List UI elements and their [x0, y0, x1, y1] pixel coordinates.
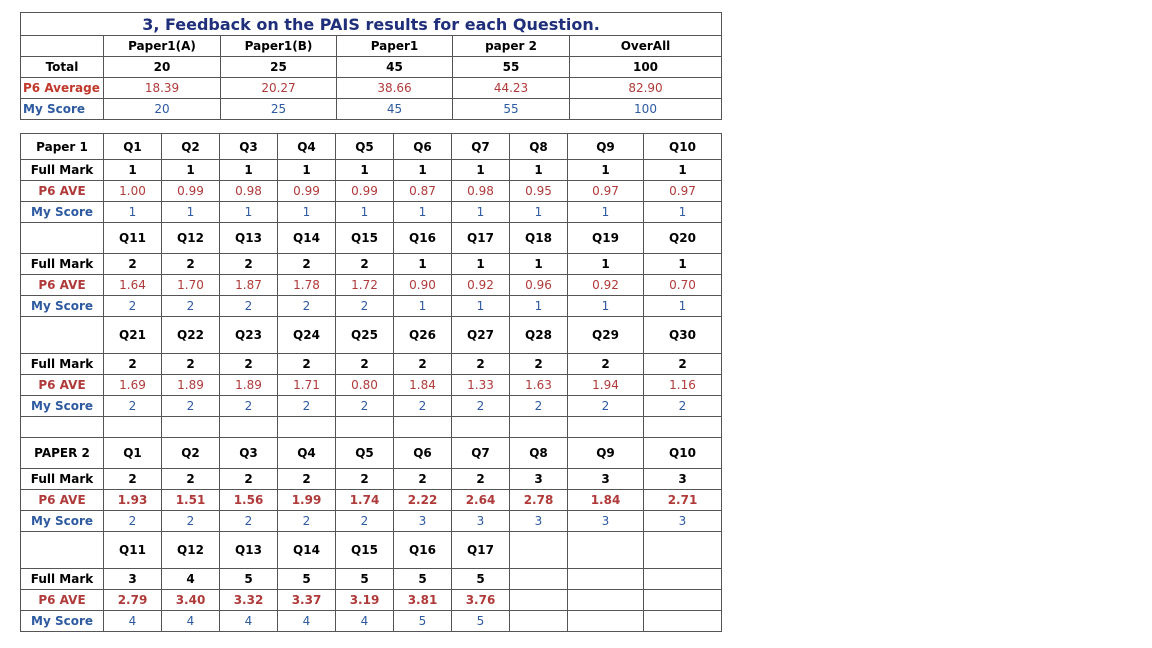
my-score-value: 1: [220, 202, 278, 223]
my-score-value: 1: [104, 202, 162, 223]
p6-ave-value: [568, 590, 644, 611]
p6-ave-value: 1.94: [568, 375, 644, 396]
full-mark-value: 2: [104, 354, 162, 375]
my-score-value: 1: [568, 296, 644, 317]
my-score-value: 1: [452, 202, 510, 223]
full-mark-value: 2: [104, 469, 162, 490]
my-score-value: 1: [162, 202, 220, 223]
question-number: Q1: [104, 438, 162, 469]
summary-header: Paper1(A): [104, 36, 221, 57]
question-number: Q3: [220, 134, 278, 160]
full-mark-value: 1: [452, 254, 510, 275]
question-number: Q17: [452, 223, 510, 254]
p6-ave-value: 1.51: [162, 490, 220, 511]
question-number: Q13: [220, 223, 278, 254]
question-number: Q8: [510, 134, 568, 160]
question-number: Q7: [452, 438, 510, 469]
my-score-value: 3: [394, 511, 452, 532]
my-score-value: 2: [644, 396, 722, 417]
question-number: Q24: [278, 317, 336, 354]
full-mark-value: 3: [568, 469, 644, 490]
question-number: Q14: [278, 532, 336, 569]
full-mark-value: 5: [278, 569, 336, 590]
my-score-value: 2: [220, 511, 278, 532]
question-number: [644, 532, 722, 569]
summary-total-row: [21, 57, 722, 78]
p6-ave-value: 1.84: [568, 490, 644, 511]
full-mark-value: 2: [278, 254, 336, 275]
summary-score-row: [21, 99, 722, 120]
my-score-value: 2: [336, 396, 394, 417]
full-mark-value: 2: [162, 354, 220, 375]
full-mark-value: 2: [278, 354, 336, 375]
my-score-value: 1: [644, 296, 722, 317]
p6-ave-value: 3.37: [278, 590, 336, 611]
full-mark-value: 5: [336, 569, 394, 590]
my-score-label: My Score: [21, 396, 104, 417]
question-number: Q12: [162, 532, 220, 569]
full-mark-value: 5: [220, 569, 278, 590]
my-score-value: 4: [220, 611, 278, 632]
p6-ave-value: 1.71: [278, 375, 336, 396]
full-mark-value: 2: [162, 254, 220, 275]
full-mark-value: 2: [220, 254, 278, 275]
total-label: Total: [21, 57, 104, 78]
p6-ave-value: 0.90: [394, 275, 452, 296]
full-mark-value: 1: [644, 160, 722, 181]
question-header-row: [21, 317, 722, 354]
question-number: [568, 532, 644, 569]
my-score-value: [510, 611, 568, 632]
my-score-value: 5: [452, 611, 510, 632]
question-number: Q7: [452, 134, 510, 160]
full-mark-value: 3: [104, 569, 162, 590]
my-score-value: 3: [510, 511, 568, 532]
question-number: Q15: [336, 223, 394, 254]
summary-corner-cell: [21, 36, 104, 57]
my-score-value: 2: [452, 396, 510, 417]
paper-label: Paper 1: [21, 134, 104, 160]
my-score-value: 2: [336, 511, 394, 532]
full-mark-value: 2: [394, 469, 452, 490]
my-score-label: My Score: [21, 511, 104, 532]
my-score-value: 2: [278, 296, 336, 317]
p6-ave-label: P6 AVE: [21, 375, 104, 396]
total-value: 25: [221, 57, 337, 78]
p6-average-row: [21, 490, 722, 511]
my-score-value: 1: [452, 296, 510, 317]
page-title: 3, Feedback on the PAIS results for each Question.: [21, 13, 722, 36]
my-score-value: 3: [568, 511, 644, 532]
p6-ave-value: 1.56: [220, 490, 278, 511]
question-number: Q12: [162, 223, 220, 254]
p6-ave-value: 2.71: [644, 490, 722, 511]
question-number: Q21: [104, 317, 162, 354]
average-label: P6 Average: [21, 78, 104, 99]
full-mark-value: 1: [104, 160, 162, 181]
my-score-value: 1: [278, 202, 336, 223]
p6-ave-value: 0.98: [452, 181, 510, 202]
p6-ave-value: 2.79: [104, 590, 162, 611]
full-mark-value: 2: [278, 469, 336, 490]
my-score-value: 1: [510, 202, 568, 223]
my-score-value: 1: [394, 296, 452, 317]
question-number: Q3: [220, 438, 278, 469]
full-mark-value: 2: [568, 354, 644, 375]
summary-table: [20, 12, 722, 120]
p6-ave-value: 0.87: [394, 181, 452, 202]
p6-ave-value: 0.97: [568, 181, 644, 202]
question-number: Q29: [568, 317, 644, 354]
my-score-value: 4: [278, 611, 336, 632]
full-mark-value: 5: [452, 569, 510, 590]
full-mark-value: 1: [336, 160, 394, 181]
p6-ave-value: 0.98: [220, 181, 278, 202]
p6-ave-value: 0.96: [510, 275, 568, 296]
full-mark-value: 2: [336, 469, 394, 490]
p6-ave-value: 3.81: [394, 590, 452, 611]
my-score-value: 2: [568, 396, 644, 417]
question-header-row: [21, 438, 722, 469]
blank-label-cell: [21, 532, 104, 569]
score-label: My Score: [21, 99, 104, 120]
p6-average-row: [21, 181, 722, 202]
my-score-value: 2: [220, 396, 278, 417]
gap-cell: [568, 417, 644, 438]
score-value: 25: [221, 99, 337, 120]
full-mark-value: 2: [336, 354, 394, 375]
question-number: Q8: [510, 438, 568, 469]
question-number: Q10: [644, 134, 722, 160]
p6-ave-value: 1.93: [104, 490, 162, 511]
full-mark-value: 2: [452, 469, 510, 490]
question-number: Q16: [394, 532, 452, 569]
full-mark-row: [21, 160, 722, 181]
question-header-row: [21, 134, 722, 160]
full-mark-value: 1: [162, 160, 220, 181]
full-mark-value: 5: [394, 569, 452, 590]
p6-ave-value: 2.22: [394, 490, 452, 511]
gap-cell: [162, 417, 220, 438]
my-score-value: 2: [104, 511, 162, 532]
full-mark-value: 1: [394, 160, 452, 181]
my-score-value: 4: [336, 611, 394, 632]
p6-ave-value: 0.92: [452, 275, 510, 296]
full-mark-value: 2: [510, 354, 568, 375]
my-score-value: 3: [644, 511, 722, 532]
p6-ave-value: 3.40: [162, 590, 220, 611]
full-mark-value: 1: [220, 160, 278, 181]
question-header-row: [21, 223, 722, 254]
question-number: Q1: [104, 134, 162, 160]
gap-cell: [104, 417, 162, 438]
p6-ave-label: P6 AVE: [21, 590, 104, 611]
my-score-value: 2: [162, 511, 220, 532]
question-number: Q4: [278, 134, 336, 160]
full-mark-row: [21, 569, 722, 590]
question-number: Q17: [452, 532, 510, 569]
question-number: Q13: [220, 532, 278, 569]
question-number: Q5: [336, 438, 394, 469]
question-number: Q23: [220, 317, 278, 354]
my-score-value: [644, 611, 722, 632]
score-value: 55: [453, 99, 570, 120]
full-mark-value: 2: [394, 354, 452, 375]
p6-ave-value: 1.78: [278, 275, 336, 296]
gap-cell: [21, 417, 104, 438]
my-score-value: 2: [394, 396, 452, 417]
full-mark-value: 2: [452, 354, 510, 375]
question-number: Q18: [510, 223, 568, 254]
full-mark-value: [644, 569, 722, 590]
my-score-label: My Score: [21, 296, 104, 317]
summary-header-row: [21, 36, 722, 57]
my-score-value: 2: [162, 296, 220, 317]
question-number: [510, 532, 568, 569]
question-number: Q2: [162, 438, 220, 469]
full-mark-value: 1: [452, 160, 510, 181]
p6-ave-value: 1.74: [336, 490, 394, 511]
p6-ave-value: 1.84: [394, 375, 452, 396]
summary-header: Paper1: [337, 36, 453, 57]
p6-ave-label: P6 AVE: [21, 181, 104, 202]
question-number: Q5: [336, 134, 394, 160]
my-score-value: 2: [220, 296, 278, 317]
total-value: 55: [453, 57, 570, 78]
question-number: Q15: [336, 532, 394, 569]
full-mark-row: [21, 254, 722, 275]
my-score-value: [568, 611, 644, 632]
score-value: 45: [337, 99, 453, 120]
my-score-value: 1: [510, 296, 568, 317]
full-mark-value: 1: [568, 254, 644, 275]
my-score-label: My Score: [21, 611, 104, 632]
my-score-value: 1: [568, 202, 644, 223]
score-value: 100: [570, 99, 722, 120]
average-value: 18.39: [104, 78, 221, 99]
p6-ave-value: 1.99: [278, 490, 336, 511]
p6-ave-value: 1.89: [220, 375, 278, 396]
full-mark-label: Full Mark: [21, 354, 104, 375]
p6-ave-value: 3.19: [336, 590, 394, 611]
p6-ave-value: [644, 590, 722, 611]
section-gap-row: [21, 417, 722, 438]
average-value: 44.23: [453, 78, 570, 99]
question-number: Q9: [568, 134, 644, 160]
total-value: 45: [337, 57, 453, 78]
blank-label-cell: [21, 317, 104, 354]
p6-ave-value: 0.95: [510, 181, 568, 202]
gap-cell: [278, 417, 336, 438]
question-header-row: [21, 532, 722, 569]
p6-ave-value: 0.99: [278, 181, 336, 202]
summary-average-row: [21, 78, 722, 99]
full-mark-value: 2: [220, 469, 278, 490]
gap-cell: [452, 417, 510, 438]
my-score-value: 1: [336, 202, 394, 223]
my-score-value: 2: [278, 396, 336, 417]
full-mark-label: Full Mark: [21, 160, 104, 181]
full-mark-row: [21, 354, 722, 375]
gap-cell: [336, 417, 394, 438]
full-mark-value: 3: [510, 469, 568, 490]
my-score-value: 2: [162, 396, 220, 417]
full-mark-value: 1: [510, 160, 568, 181]
question-number: Q26: [394, 317, 452, 354]
full-mark-row: [21, 469, 722, 490]
summary-header: OverAll: [570, 36, 722, 57]
question-detail-table: [20, 133, 722, 632]
question-number: Q27: [452, 317, 510, 354]
question-number: Q30: [644, 317, 722, 354]
my-score-value: 2: [104, 396, 162, 417]
p6-ave-value: 1.70: [162, 275, 220, 296]
my-score-row: [21, 202, 722, 223]
full-mark-label: Full Mark: [21, 469, 104, 490]
total-value: 100: [570, 57, 722, 78]
blank-label-cell: [21, 223, 104, 254]
full-mark-value: 2: [644, 354, 722, 375]
my-score-value: 2: [510, 396, 568, 417]
gap-cell: [644, 417, 722, 438]
p6-ave-value: 3.32: [220, 590, 278, 611]
p6-ave-value: 2.78: [510, 490, 568, 511]
p6-ave-value: 1.63: [510, 375, 568, 396]
p6-ave-value: 0.70: [644, 275, 722, 296]
p6-ave-value: 1.72: [336, 275, 394, 296]
p6-ave-value: 0.99: [162, 181, 220, 202]
summary-header: paper 2: [453, 36, 570, 57]
full-mark-value: 2: [104, 254, 162, 275]
p6-average-row: [21, 590, 722, 611]
gap-cell: [510, 417, 568, 438]
my-score-value: 3: [452, 511, 510, 532]
question-number: Q14: [278, 223, 336, 254]
my-score-value: 2: [336, 296, 394, 317]
p6-average-row: [21, 275, 722, 296]
p6-average-row: [21, 375, 722, 396]
full-mark-value: 4: [162, 569, 220, 590]
p6-ave-value: 2.64: [452, 490, 510, 511]
question-number: Q28: [510, 317, 568, 354]
average-value: 20.27: [221, 78, 337, 99]
full-mark-value: 1: [568, 160, 644, 181]
full-mark-value: 1: [394, 254, 452, 275]
my-score-value: 5: [394, 611, 452, 632]
paper-label: PAPER 2: [21, 438, 104, 469]
summary-header: Paper1(B): [221, 36, 337, 57]
my-score-label: My Score: [21, 202, 104, 223]
my-score-value: 4: [162, 611, 220, 632]
p6-ave-value: 0.97: [644, 181, 722, 202]
p6-ave-value: [510, 590, 568, 611]
question-number: Q6: [394, 438, 452, 469]
my-score-value: 4: [104, 611, 162, 632]
full-mark-value: 3: [644, 469, 722, 490]
question-number: Q16: [394, 223, 452, 254]
p6-ave-value: 1.16: [644, 375, 722, 396]
question-number: Q4: [278, 438, 336, 469]
full-mark-value: 1: [510, 254, 568, 275]
p6-ave-value: 1.64: [104, 275, 162, 296]
p6-ave-label: P6 AVE: [21, 490, 104, 511]
my-score-value: 2: [104, 296, 162, 317]
p6-ave-value: 1.87: [220, 275, 278, 296]
question-number: Q2: [162, 134, 220, 160]
full-mark-label: Full Mark: [21, 254, 104, 275]
score-value: 20: [104, 99, 221, 120]
question-number: Q10: [644, 438, 722, 469]
p6-ave-value: 0.99: [336, 181, 394, 202]
question-number: Q20: [644, 223, 722, 254]
p6-ave-value: 0.92: [568, 275, 644, 296]
my-score-value: 2: [278, 511, 336, 532]
average-value: 82.90: [570, 78, 722, 99]
question-number: Q6: [394, 134, 452, 160]
full-mark-value: [510, 569, 568, 590]
question-number: Q9: [568, 438, 644, 469]
p6-ave-value: 1.69: [104, 375, 162, 396]
question-number: Q25: [336, 317, 394, 354]
question-number: Q11: [104, 532, 162, 569]
full-mark-value: 2: [162, 469, 220, 490]
p6-ave-value: 1.33: [452, 375, 510, 396]
my-score-value: 1: [394, 202, 452, 223]
full-mark-value: 2: [220, 354, 278, 375]
my-score-row: [21, 296, 722, 317]
average-value: 38.66: [337, 78, 453, 99]
full-mark-value: 2: [336, 254, 394, 275]
gap-cell: [394, 417, 452, 438]
question-number: Q22: [162, 317, 220, 354]
total-value: 20: [104, 57, 221, 78]
question-number: Q11: [104, 223, 162, 254]
my-score-row: [21, 511, 722, 532]
full-mark-value: [568, 569, 644, 590]
p6-ave-value: 1.00: [104, 181, 162, 202]
full-mark-value: 1: [644, 254, 722, 275]
full-mark-value: 1: [278, 160, 336, 181]
p6-ave-value: 1.89: [162, 375, 220, 396]
feedback-sheet: [20, 12, 721, 632]
gap-cell: [220, 417, 278, 438]
question-number: Q19: [568, 223, 644, 254]
full-mark-label: Full Mark: [21, 569, 104, 590]
p6-ave-label: P6 AVE: [21, 275, 104, 296]
my-score-row: [21, 396, 722, 417]
p6-ave-value: 0.80: [336, 375, 394, 396]
my-score-row: [21, 611, 722, 632]
p6-ave-value: 3.76: [452, 590, 510, 611]
my-score-value: 1: [644, 202, 722, 223]
